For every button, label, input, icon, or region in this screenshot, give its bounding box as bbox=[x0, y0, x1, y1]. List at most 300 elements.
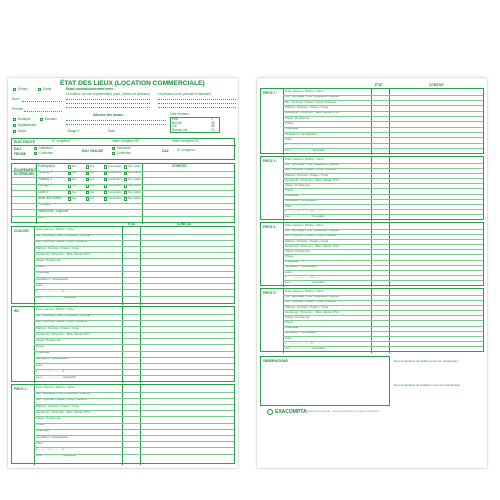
room-item-label: L. : .......... l. : .......... h. : .......... bbox=[285, 142, 325, 147]
table-row-divider bbox=[12, 184, 234, 185]
preneur-field-3[interactable] bbox=[158, 107, 236, 108]
table-row-divider bbox=[283, 209, 483, 210]
table-row-divider bbox=[34, 410, 234, 411]
form-page-right bbox=[257, 78, 487, 468]
equipement-option-checkbox[interactable] bbox=[104, 184, 107, 187]
table-row-divider bbox=[283, 331, 483, 332]
appartement-label: Appartement bbox=[18, 123, 37, 127]
room-item-label: Autre bbox=[285, 335, 292, 340]
cles-row-label: Mod bbox=[172, 117, 179, 121]
table-row-divider bbox=[34, 320, 234, 321]
room-piece-4 bbox=[260, 222, 484, 286]
room-item-label: Plafond : Peinture / Papier / Crépi bbox=[285, 172, 329, 177]
table-row-divider bbox=[34, 392, 234, 393]
equipement-option-checkbox[interactable] bbox=[104, 165, 107, 168]
equipement-option-checkbox[interactable] bbox=[68, 197, 71, 200]
room-item-label: Lieu : .......... / .......... Intégralité bbox=[285, 345, 325, 350]
room-item-label: L. : .......... l. : .......... h. : .......... bbox=[285, 274, 325, 279]
room-name: PIÈCE 5 : bbox=[263, 291, 278, 295]
equipement-option-label: Oui bbox=[90, 190, 95, 194]
room-item-label: L. : .......... l. : .......... h. : .......... bbox=[36, 447, 76, 451]
cles-row-value: 10 bbox=[211, 127, 215, 132]
equipement-option-label: Oui bbox=[90, 171, 95, 175]
equipement-option-label: Oui bbox=[90, 165, 95, 168]
collective-label: Collective bbox=[39, 151, 53, 155]
room-item-label: Chauffage bbox=[285, 325, 299, 330]
table-row-divider bbox=[283, 326, 483, 327]
room-item-label: Chauffage bbox=[285, 259, 299, 264]
table-row-divider bbox=[283, 254, 483, 255]
equipements-constat: CONSTAT bbox=[172, 163, 187, 168]
equipement-option-label: Non bbox=[72, 171, 77, 175]
table-row-divider bbox=[283, 305, 483, 306]
equipement-option-checkbox[interactable] bbox=[86, 191, 89, 194]
equipement-option-label: Non visible bbox=[128, 165, 141, 168]
room-item-label: Ventilation / Climatisation bbox=[36, 276, 69, 281]
equipement-option-label: Non bbox=[72, 177, 77, 181]
nom-field[interactable] bbox=[22, 101, 62, 102]
sortie-label: Sortie bbox=[43, 87, 52, 91]
table-row-divider bbox=[283, 111, 483, 112]
room-item-label: Sol : Carrelage / Lino / Moquette / Parquet bbox=[285, 94, 340, 99]
table-row-divider bbox=[12, 171, 234, 172]
room-item-label: Autre bbox=[36, 362, 43, 367]
room-item-label: Autre bbox=[285, 269, 292, 274]
room-name: WC bbox=[14, 309, 20, 313]
equipement-label: Interphone / Digicode bbox=[38, 208, 69, 213]
room-item-label: Mur : Peinture / Papier / Crépi / Faïence bbox=[36, 319, 88, 324]
table-row-divider bbox=[283, 194, 483, 195]
appartement-checkbox[interactable] bbox=[13, 124, 16, 127]
form-page-left bbox=[8, 78, 238, 468]
table-row-divider bbox=[34, 398, 234, 399]
equipement-option-label: Non visible bbox=[128, 197, 141, 200]
room-item-label: Chauffage bbox=[285, 126, 299, 131]
room-item-label: L. : .......... l. : .......... h. : .......... bbox=[36, 289, 76, 293]
table-row-divider bbox=[34, 326, 234, 327]
table-row-divider bbox=[283, 178, 483, 179]
table-row-divider bbox=[34, 289, 234, 290]
bailleur-field-1[interactable] bbox=[66, 99, 150, 100]
gaz-compteur-label: N° compteur : bbox=[177, 148, 197, 152]
cles-row-value: 46 bbox=[211, 124, 215, 129]
table-row-divider bbox=[34, 246, 234, 247]
equipement-option-checkbox[interactable] bbox=[124, 178, 127, 181]
table-row-divider bbox=[283, 346, 483, 347]
cles-row-label: Bot oie bbox=[172, 120, 182, 125]
prenom-label: Prénom : bbox=[12, 107, 25, 111]
equipement-option-label: Non visible bbox=[128, 171, 141, 175]
table-row-divider bbox=[283, 121, 483, 122]
room-item-label: Mur : Peinture / Papier / Crépi / Faïence bbox=[285, 167, 337, 172]
equipement-option-checkbox[interactable] bbox=[86, 178, 89, 181]
room-item-label: Porte d'accès / Plinthe / Vitres bbox=[285, 89, 324, 93]
room-item-label: Fenêtre(s) / Porte-fen. : Bois / Métal / PVC bbox=[36, 331, 91, 336]
table-row-divider bbox=[283, 295, 483, 296]
table-row-divider bbox=[34, 429, 234, 430]
equipement-option-label: Concordant bbox=[108, 165, 122, 168]
equipement-option-label: Concordant bbox=[108, 184, 122, 188]
room-item-label: Autre bbox=[36, 440, 43, 445]
room-item-label: Fenêtre(s) / Porte-fen. : Bois / Métal / PVC bbox=[285, 243, 340, 248]
room-item-label: Plafond : Peinture / Papier / Crépi bbox=[36, 403, 80, 408]
room-item-label: Ventilation / Climatisation bbox=[285, 330, 318, 335]
room-item-label: Lieu : .......... / .......... Intégralité bbox=[285, 279, 325, 284]
table-row-divider bbox=[34, 416, 234, 417]
room-item-label: Porte d'accès / Plinthe / Vitres bbox=[285, 289, 324, 293]
table-row-divider bbox=[34, 404, 234, 405]
index-hp-label: Index compteur HP : bbox=[112, 139, 141, 143]
room-item-label: Prises bbox=[36, 422, 45, 427]
room-name: PIÈCE 4 : bbox=[263, 225, 278, 229]
individuel-label: Individuel bbox=[39, 146, 53, 150]
autre-label: Autre : bbox=[18, 129, 28, 133]
room-item-label: Plafond : Peinture / Papier / Crépi bbox=[285, 304, 329, 309]
room-item-label: Porte d'accès / Plinthe / Vitres bbox=[36, 307, 75, 311]
table-row-divider bbox=[34, 375, 234, 376]
room-item-label: Chauffage bbox=[36, 428, 50, 433]
brand-icon bbox=[267, 409, 273, 415]
equipement-option-label: Oui bbox=[90, 177, 95, 181]
right-constat-header: CONSTAT bbox=[429, 83, 444, 87]
room-item-label: L. : .......... l. : .......... h. : .......... bbox=[285, 208, 325, 213]
room-item-label: Fenêtre(s) / Porte-fen. : Bois / Métal / PVC bbox=[285, 177, 340, 182]
room-item-label: Lieu : .......... / .......... Intégralité bbox=[285, 147, 325, 152]
table-row-divider bbox=[34, 447, 234, 448]
table-row-divider bbox=[283, 116, 483, 117]
equipement-option-checkbox[interactable] bbox=[124, 172, 127, 175]
footer-text: Reproduction interdite · Document destiné à un usage professionnel bbox=[307, 410, 380, 413]
room-item-label: Fenêtre(s) / Porte-fen. : Bois / Métal / PVC bbox=[285, 110, 340, 115]
table-row-divider bbox=[34, 258, 234, 259]
room-item-label: Mur : Peinture / Papier / Crépi / Faïence bbox=[285, 233, 337, 238]
room-item-label: Volets / Persiennes bbox=[36, 337, 61, 342]
equipement-option-label: Oui bbox=[90, 197, 95, 200]
equipement-option-checkbox[interactable] bbox=[124, 165, 127, 168]
equipement-option-checkbox[interactable] bbox=[104, 197, 107, 200]
prenom-field[interactable] bbox=[24, 111, 62, 112]
table-row-divider bbox=[283, 310, 483, 311]
room-item-label: L. : .......... l. : .......... h. : .......... bbox=[36, 368, 76, 373]
brand-logo: EXACOMPTA bbox=[275, 409, 307, 415]
table-row-divider bbox=[283, 100, 483, 101]
table-row-divider bbox=[283, 260, 483, 261]
table-row-divider bbox=[34, 314, 234, 315]
bureaux-checkbox[interactable] bbox=[40, 118, 43, 121]
table-row-divider bbox=[283, 105, 483, 106]
equipement-option-label: Non bbox=[72, 184, 77, 188]
room-item-label: Prises bbox=[36, 344, 45, 348]
equipement-option-checkbox[interactable] bbox=[68, 191, 71, 194]
gaz-label: GAZ bbox=[162, 149, 169, 153]
equipement-label: Parking n° bbox=[38, 176, 53, 181]
table-row-divider bbox=[34, 296, 234, 297]
room-item-label: Sol : Carrelage / Lino / Moquette / Parquet bbox=[285, 162, 340, 167]
cles-row-label: Bureau clé bbox=[172, 127, 188, 132]
room-name: COULOIR bbox=[14, 229, 29, 233]
table-row-divider bbox=[12, 196, 234, 197]
table-row-divider bbox=[283, 320, 483, 321]
room-item-label: Plafond : Peinture / Papier / Crépi bbox=[285, 105, 329, 109]
equipement-option-checkbox[interactable] bbox=[104, 178, 107, 181]
equipement-option-label: Non visible bbox=[128, 177, 141, 181]
table-row-divider bbox=[34, 363, 234, 364]
ec-individuel-checkbox[interactable] bbox=[112, 147, 115, 150]
cles-remises-label: Clés remises : bbox=[170, 112, 191, 116]
table-row-divider bbox=[283, 336, 483, 337]
table-row-divider bbox=[34, 271, 234, 272]
equipement-option-checkbox[interactable] bbox=[104, 191, 107, 194]
room-couloir bbox=[11, 222, 235, 304]
room-item-label: Prises bbox=[285, 188, 294, 192]
table-row-divider bbox=[34, 344, 234, 345]
cles-row-value: 36 bbox=[211, 120, 215, 125]
table-row-divider bbox=[283, 214, 483, 215]
ec-collective-checkbox[interactable] bbox=[112, 152, 115, 155]
equipement-option-label: Non bbox=[72, 190, 77, 194]
equipement-option-checkbox[interactable] bbox=[124, 197, 127, 200]
equipement-label: Cave n° bbox=[38, 189, 50, 194]
room-item-label: Prises bbox=[285, 320, 294, 324]
table-row-divider bbox=[283, 173, 483, 174]
equipement-option-label: Non bbox=[72, 165, 77, 168]
preneur-field-1[interactable] bbox=[158, 99, 236, 100]
table-row-divider bbox=[283, 148, 483, 149]
table-row-divider bbox=[12, 190, 234, 191]
table-row-divider bbox=[283, 244, 483, 245]
cles-row-value: 1 bbox=[211, 117, 213, 121]
equipement-label: Enseigne(s) bbox=[38, 164, 56, 168]
sortie-checkbox[interactable] bbox=[38, 88, 41, 91]
room-item-label: Prises bbox=[36, 264, 45, 269]
table-row-divider bbox=[283, 188, 483, 189]
table-row-divider bbox=[34, 252, 234, 253]
room-item-label: Prises bbox=[285, 254, 294, 258]
froide-label: FROIDE bbox=[14, 152, 27, 156]
table-row-divider bbox=[34, 283, 234, 284]
table-row-divider bbox=[34, 435, 234, 436]
equipement-option-label: Non visible bbox=[128, 184, 141, 188]
equipement-label: Portail(s) bbox=[38, 202, 51, 207]
table-row-divider bbox=[283, 275, 483, 276]
room-item-label: Volets / Persiennes bbox=[285, 314, 310, 319]
equipement-option-checkbox[interactable] bbox=[86, 172, 89, 175]
room-item-label: Fenêtre(s) / Porte-fen. : Bois / Métal / PVC bbox=[285, 309, 340, 314]
table-row-divider bbox=[283, 270, 483, 271]
room-item-label: Lieu : .......... / .......... Intégralité bbox=[36, 453, 76, 458]
room-item-label: Porte d'accès / Plinthe / Vitres bbox=[36, 385, 75, 389]
room-item-label: Ventilation / Climatisation bbox=[285, 198, 318, 203]
etage-label: Étage n° bbox=[68, 129, 81, 133]
table-row-divider bbox=[34, 338, 234, 339]
signature-preneur-label: Nom et signature du locataire ou de son représentant bbox=[394, 383, 461, 387]
adresse-field-2[interactable] bbox=[66, 124, 166, 125]
ec-individuel-label: Individuel bbox=[117, 146, 131, 150]
equipement-option-label: Non visible bbox=[128, 190, 141, 194]
table-row-divider bbox=[283, 95, 483, 96]
room-item-label: Chauffage bbox=[36, 270, 50, 275]
table-row-divider bbox=[34, 351, 234, 352]
entree-label: Entrée bbox=[18, 87, 28, 91]
individuel-checkbox[interactable] bbox=[34, 147, 37, 150]
table-row-divider bbox=[283, 280, 483, 281]
table-row-divider bbox=[12, 209, 234, 210]
observations-label: OBSERVATIONS bbox=[263, 359, 288, 363]
equipement-option-checkbox[interactable] bbox=[68, 184, 71, 187]
equipement-label: Garage n° bbox=[38, 183, 53, 188]
boutique-checkbox[interactable] bbox=[13, 118, 16, 121]
table-row-divider bbox=[34, 234, 234, 235]
equipement-option-checkbox[interactable] bbox=[68, 178, 71, 181]
room-item-label: Plafond : Peinture / Papier / Crépi bbox=[36, 245, 80, 250]
equipement-option-checkbox[interactable] bbox=[68, 165, 71, 168]
bailleur-field-3[interactable] bbox=[66, 107, 150, 108]
table-row-divider bbox=[283, 341, 483, 342]
n-compteur-label: N° compteur bbox=[52, 139, 70, 143]
table-row-divider bbox=[34, 277, 234, 278]
room-item-label: Volets / Persiennes bbox=[285, 248, 310, 253]
entree-checkbox[interactable] bbox=[13, 88, 16, 91]
table-row-divider bbox=[12, 177, 234, 178]
room-item-label: Lieu : .......... / .......... Intégralité bbox=[36, 295, 76, 300]
date-label: Date : bbox=[108, 129, 117, 133]
ec-collective-label: Collective bbox=[117, 151, 131, 155]
room-item-label: Prises bbox=[285, 121, 294, 125]
table-row-divider bbox=[34, 441, 234, 442]
room-item-label: Volets / Persiennes bbox=[285, 115, 310, 120]
right-etat-header: ÉTAT bbox=[375, 83, 383, 87]
room-item-label: Sol : Carrelage / Lino / Moquette / Parquet bbox=[285, 228, 340, 233]
table-row-divider bbox=[283, 265, 483, 266]
room-item-label: Ventilation / Climatisation bbox=[285, 264, 318, 269]
table-row-divider bbox=[283, 163, 483, 164]
room-wc bbox=[11, 306, 235, 382]
room-item-label: L. : .......... l. : .......... h. : .......... bbox=[285, 340, 325, 345]
room-piece-2 bbox=[260, 88, 484, 154]
preneur-field-2[interactable] bbox=[158, 103, 236, 104]
table-row-divider bbox=[283, 168, 483, 169]
room-item-label: Mur : Peinture / Papier / Crépi / Faïence bbox=[36, 239, 88, 244]
room-item-label: Ventilation / Climatisation bbox=[36, 356, 69, 361]
room-item-label: Ventilation / Climatisation bbox=[36, 434, 69, 439]
room-item-label: Volets / Persiennes bbox=[36, 258, 61, 262]
table-row-divider bbox=[283, 229, 483, 230]
room-item-label: Volets / Persiennes bbox=[285, 182, 310, 187]
equipement-option-label: Non bbox=[72, 197, 77, 200]
equipement-option-checkbox[interactable] bbox=[68, 172, 71, 175]
table-row-divider bbox=[283, 183, 483, 184]
room-item-label: Porte d'accès / Plinthe / Vitres bbox=[285, 157, 324, 161]
equipement-option-label: Concordant bbox=[108, 197, 122, 200]
room-item-label: Chauffage bbox=[285, 193, 299, 198]
room-item-label: Lieu : .......... / .......... Intégralité bbox=[36, 374, 76, 379]
equipements-label: ÉQUIPEMENTS EXTÉRIEURS bbox=[14, 168, 38, 176]
cles-table bbox=[170, 117, 220, 133]
equipement-option-label: Concordant bbox=[108, 190, 122, 194]
equipement-option-checkbox[interactable] bbox=[124, 191, 127, 194]
bailleur-field-2[interactable] bbox=[66, 103, 150, 104]
room-item-label: Ventilation / Climatisation bbox=[285, 131, 318, 136]
equipement-option-checkbox[interactable] bbox=[86, 165, 89, 168]
table-row-divider bbox=[12, 216, 234, 217]
room-item-label: Fenêtre(s) / Porte-fen. : Bois / Métal / PVC bbox=[36, 251, 91, 256]
compteurs-box bbox=[11, 138, 235, 160]
table-row-divider bbox=[34, 423, 234, 424]
electricite-label: ÉLECTRICITÉ bbox=[14, 140, 35, 144]
room-item-label: Autre bbox=[285, 137, 292, 141]
room-item-label: Mur : Peinture / Papier / Crépi / Faïence bbox=[36, 397, 88, 402]
table-row-divider bbox=[283, 300, 483, 301]
room-item-label: Plafond : Peinture / Papier / Crépi bbox=[36, 325, 80, 330]
equipement-option-label: Concordant bbox=[108, 171, 122, 175]
table-row-divider bbox=[283, 137, 483, 138]
table-row-divider bbox=[34, 454, 234, 455]
equipement-option-checkbox[interactable] bbox=[86, 197, 89, 200]
adresse-field-1[interactable] bbox=[66, 120, 166, 121]
index-hc-label: Index compteur HC : bbox=[172, 139, 202, 143]
table-row-divider bbox=[283, 239, 483, 240]
room-item-label: Sol : Carrelage / Lino / Moquette / Parquet bbox=[36, 313, 91, 318]
eau-chaude-label: EAU CHAUDE bbox=[82, 149, 104, 153]
equipement-option-label: Oui bbox=[90, 184, 95, 188]
equipement-option-checkbox[interactable] bbox=[124, 184, 127, 187]
eau-froide-label: EAU bbox=[14, 147, 21, 151]
nom-label: Nom : bbox=[12, 97, 21, 101]
table-row-divider bbox=[283, 143, 483, 144]
table-row-divider bbox=[283, 132, 483, 133]
equipement-label: Boîte aux lettres bbox=[38, 196, 62, 200]
equipements-box bbox=[11, 163, 235, 223]
collective-checkbox[interactable] bbox=[34, 152, 37, 155]
table-row-divider bbox=[34, 332, 234, 333]
room-piece-3 bbox=[260, 156, 484, 220]
room-name: PIÈCE 3 : bbox=[263, 159, 278, 163]
autre-checkbox[interactable] bbox=[13, 130, 16, 133]
room-item-label: Porte d'accès / Plinthe / Vitres bbox=[285, 223, 324, 227]
room-item-label: Lieu : .......... / .......... Intégralité bbox=[285, 213, 325, 218]
adresse-locaux-label: Adresse des locaux : bbox=[93, 113, 125, 117]
room-piece-1 bbox=[11, 384, 235, 464]
table-row-divider bbox=[283, 249, 483, 250]
room-name: PIÈCE 2 : bbox=[263, 91, 278, 95]
equipement-option-checkbox[interactable] bbox=[86, 184, 89, 187]
equipement-label: Autre : bbox=[38, 215, 48, 220]
table-row-divider bbox=[283, 315, 483, 316]
table-row-divider bbox=[12, 203, 234, 204]
signature-bailleur-label: Nom et signature du bailleur ou de son représentant bbox=[394, 359, 459, 363]
table-row-divider bbox=[34, 369, 234, 370]
observations-box[interactable] bbox=[260, 356, 390, 406]
etabli-label: Établi contradictoirement entre : bbox=[66, 87, 116, 91]
constat-header: CONSTAT bbox=[177, 222, 192, 226]
table-row-divider bbox=[283, 234, 483, 235]
boutique-label: Boutique bbox=[18, 117, 31, 121]
room-item-label: Sol : Carrelage / Lino / Moquette / Parquet bbox=[285, 294, 340, 299]
equipement-option-checkbox[interactable] bbox=[104, 172, 107, 175]
bailleur-label: Le bailleur (ou son représentant) (nom, prénom et adresse) bbox=[66, 92, 150, 96]
equipement-option-label: Concordant bbox=[108, 177, 122, 181]
table-row-divider bbox=[283, 199, 483, 200]
room-name: PIÈCE 1 : bbox=[14, 387, 29, 391]
bureaux-label: Bureaux bbox=[45, 117, 57, 121]
etat-header: ÉTAT bbox=[128, 222, 136, 226]
room-item-label: Autre bbox=[36, 282, 43, 287]
room-piece-5 bbox=[260, 288, 484, 352]
room-item-label: Chauffage bbox=[36, 350, 50, 355]
preneur-label: Le preneur (nom, prénom et adresse) bbox=[158, 92, 211, 96]
room-item-label: Mur : Peinture / Papier / Crépi / Faïence bbox=[285, 299, 337, 304]
table-row-divider bbox=[34, 265, 234, 266]
